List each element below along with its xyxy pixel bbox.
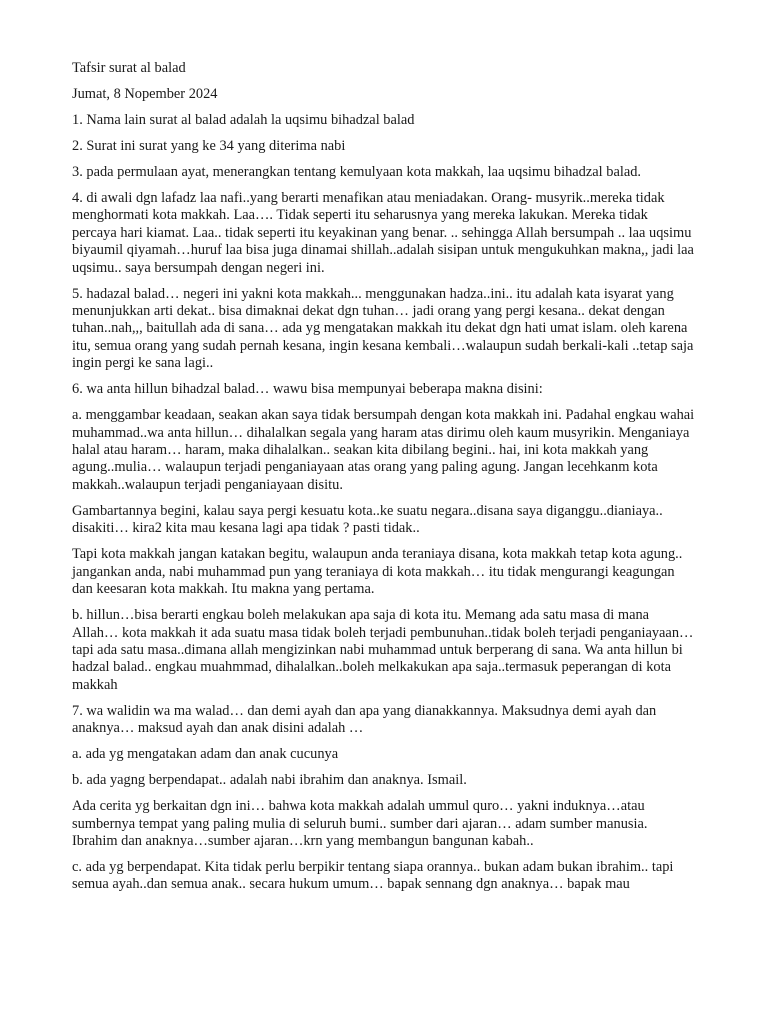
paragraph-first-meaning: Tapi kota makkah jangan katakan begitu, walaupun anda teraniaya disana, kota makkah tetap kota agung.. jangankan anda, nabi muhammad pun yang teraniaya di kota makkah… itu tidak mengurangi keagungan dan keesaran kota makkah. Itu makna yang pertama. [72,546,683,598]
paragraph-story: Ada cerita yg berkaitan dgn ini… bahwa kota makkah adalah ummul quro… yakni induknya…atau sumbernya tempat yang paling mulia di seluruh bumi.. sumber dari ajaran… adam sumber manusia. Ibrahim dan anaknya…sumber ajaran…krn yang membangun bangunan kabah.. [72,798,648,849]
paragraph-point-3: 3. pada permulaan ayat, menerangkan tentang kemulyaan kota makkah, laa uqsimu bihadzal balad. [72,164,642,180]
paragraph-point-4: 4. di awali dgn lafadz laa nafi..yang berarti menafikan atau meniadakan. Orang- musyrik..mereka tidak menghormati kota makkah. Laa…. Tidak seperti itu seharusnya yang mereka lakukan. Mereka tidak percaya hari kiamat. Laa.. tidak seperti itu keyakinan yang benar. .. sehingga Allah bersumpah .. laa uqsimu biyaumil qiyamah…huruf laa bisa juga dinamai shillah..adalah sisipan untuk mengukuhkan makna,, jadi laa uqsimu.. saya bersumpah dengan negeri ini. [72,190,694,276]
paragraph-illustration: Gambartannya begini, kalau saya pergi kesuatu kota..ke suatu negara..disana saya diganggu..dianiaya.. disakiti… kira2 kita mau kesana lagi apa tidak ? pasti tidak.. [72,502,663,537]
paragraph-point-7b: b. ada yagng berpendapat.. adalah nabi ibrahim dan anaknya. Ismail. [72,772,467,789]
paragraph-point-1: 1. Nama lain surat al balad adalah la uqsimu bihadzal balad [72,112,415,128]
paragraph-point-6a: a. menggambar keadaan, seakan akan saya tidak bersumpah dengan kota makkah ini. Padahal engkau wahai muhammad..wa anta hillun… dihalalkan segala yang haram atas dirimu oleh kaum musyrikin. Menganiaya halal atau haram… haram, maka dihalalkan.. seakan kita dibilang begini.. hai, ini kota makkah yang agung..mulia… walaupun terjadi penganiayaan atas orang yang paling agung. Jangan lecehkanm kota makkah..walaupun terjadi penganiayaan disitu. [72,407,695,493]
document-date: Jumat, 8 Nopember 2024 [72,86,218,102]
paragraph-point-7a: a. ada yg mengatakan adam dan anak cucunya [72,746,339,763]
document-title: Tafsir surat al balad [72,60,186,76]
paragraph-point-7c: c. ada yg berpendapat. Kita tidak perlu berpikir tentang siapa orannya.. bukan adam bukan ibrahim.. tapi semua ayah..dan semua anak.. secara hukum umum… bapak sennang dgn anaknya… bapak mau [72,858,674,893]
paragraph-point-7: 7. wa walidin wa ma walad… dan demi ayah dan apa yang dianakkannya. Maksudnya demi ayah dan anaknya… maksud ayah dan anak disini adalah … [72,702,657,737]
paragraph-point-2: 2. Surat ini surat yang ke 34 yang diterima nabi [72,138,346,154]
paragraph-point-5: 5. hadazal balad… negeri ini yakni kota makkah... menggunakan hadza..ini.. itu adalah kata isyarat yang menunjukkan arti dekat.. bisa dimaknai dekat dgn tuhan… jadi orang yang pergi kesana.. dekat dengan tuhan..nah,,, baitullah ada di sana… ada yg mengatakan makkah itu dekat dgn hati umat islam. oleh karena itu, semua orang yang sudah pernah kesana, ingin kesana kembali…walaupun sudah berkali-kali ..tetap saja ingin pergi ke sana lagi.. [72,285,694,372]
paragraph-point-6: 6. wa anta hillun bihadzal balad… wawu bisa mempunyai beberapa makna disini: [72,381,543,398]
paragraph-point-6b: b. hillun…bisa berarti engkau boleh melakukan apa saja di kota itu. Memang ada satu masa di mana Allah… kota makkah it ada suatu masa tidak boleh terjadi pembunuhan..tidak boleh terjadi penganiayaan…tapi ada satu masa..dimana allah mengizinkan nabi muhammad untuk berperang di sana. Wa anta hillun bi hadzal balad.. engkau muahmmad, dihalalkan..boleh melkakukan apa saja..termasuk peperangan di kota makkah [72,607,694,693]
document-page [72,60,696,902]
